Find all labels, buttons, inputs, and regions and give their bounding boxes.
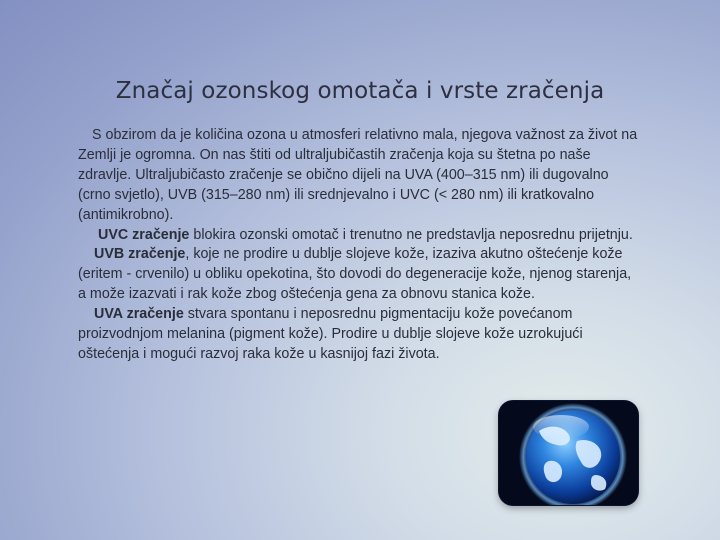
paragraph-uvc: [78, 226, 638, 246]
uvb-text: , koje ne prodire u dublje slojeve kože, izaziva akutno oštećenje kože (eritem - crvenilo) u obliku opekotina, što dovodi do degeneracije kože, njenog starenja, a može izazvati i rak kože zbog oštećenja gena za obnovu stanica kože.: [78, 246, 632, 303]
uva-term: UVA zračenje: [94, 306, 184, 323]
paragraph-uva: [78, 305, 638, 365]
paragraph-intro: [78, 126, 638, 226]
uvb-term: UVB zračenje: [94, 246, 186, 263]
uvc-text: blokira ozonski omotač i trenutno ne predstavlja neposrednu prijetnju.: [189, 226, 633, 243]
earth-globe-image: [499, 401, 638, 505]
globe-icon: [499, 401, 638, 505]
uva-text: stvara spontanu i neposrednu pigmentaciju kože povećanom proizvodnjom melanina (pigment kože). Prodire u dublje slojeve kože uzrokujući oštećenja i mogući razvoj raka kože u kasnijoj fazi života.: [78, 306, 583, 362]
uvc-term: UVC zračenje: [98, 226, 190, 243]
slide-title: Značaj ozonskog omotača i vrste zračenja: [115, 78, 605, 104]
paragraph-intro-text: S obzirom da je količina ozona u atmosferi relativno mala, njegova važnost za život na Zemlji je ogromna. On nas štiti od ultraljubičastih zračenja koja su štetna po naše zdravlje. Ultraljubičasto zračenje se obično dijeli na UVA (400–315 nm) ili dugovalno (crno svjetlo), UVB (315–280 nm) ili srednjevalno i UVC (< 280 nm) ili kratkovalno (antimikrobno).: [78, 127, 638, 223]
slide-body: [78, 126, 638, 365]
paragraph-uvb: [78, 245, 638, 305]
